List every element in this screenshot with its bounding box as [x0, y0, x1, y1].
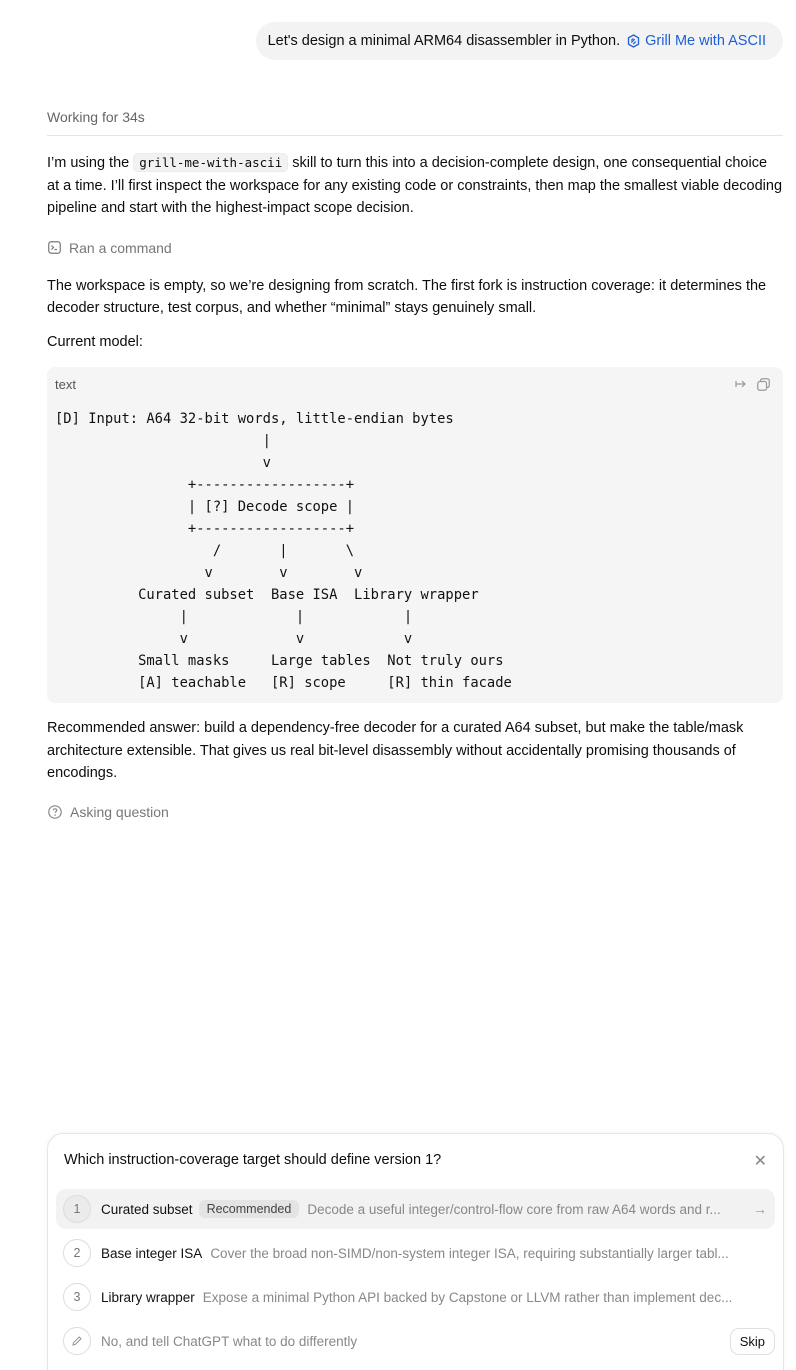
current-model-label: Current model:: [47, 333, 143, 350]
question-title: Which instruction-coverage target should define version 1?: [64, 1152, 442, 1168]
close-icon[interactable]: ✕: [753, 1153, 767, 1170]
user-message-bubble: [256, 22, 783, 60]
custom-answer-input[interactable]: No, and tell ChatGPT what to do differently: [101, 1333, 358, 1349]
code-language-label: text: [55, 376, 76, 392]
pencil-icon: [63, 1327, 91, 1355]
option-number: 1: [63, 1195, 91, 1223]
option-library-wrapper[interactable]: [56, 1277, 775, 1317]
recommendation-paragraph: Recommended answer: build a dependency-free decoder for a curated A64 subset, but make the table/mask architecture extensible. That gives us real bit-level disassembly without accidentally promising thousands of encodings.: [47, 720, 744, 781]
arrow-right-icon: →: [753, 1201, 767, 1217]
asking-question-row: [47, 802, 783, 822]
question-circle-icon: [48, 805, 62, 819]
code-block: [47, 367, 783, 703]
option-curated-subset[interactable]: [56, 1189, 775, 1229]
assistant-response: [47, 100, 783, 822]
option-description: Expose a minimal Python API backed by Capstone or LLVM rather than implement dec...: [202, 1289, 733, 1305]
option-label: Library wrapper: [101, 1289, 195, 1305]
skip-button[interactable]: Skip: [730, 1328, 775, 1355]
custom-answer-row[interactable]: [56, 1321, 775, 1361]
skill-inline-code: grill-me-with-ascii: [133, 153, 288, 172]
skill-badge-icon: [627, 34, 640, 48]
option-label: Curated subset: [101, 1201, 193, 1217]
option-number: 2: [63, 1239, 91, 1267]
skill-tag-label: Grill Me with ASCII: [645, 33, 766, 49]
skill-tag[interactable]: [627, 33, 766, 49]
intro-paragraph: [47, 152, 783, 220]
workspace-paragraph: The workspace is empty, so we’re designing from scratch. The first fork is instruction coverage: it determines the decoder structure, test corpus, and whether “minimal” stays genuinely small.: [47, 277, 767, 316]
terminal-icon: [48, 241, 61, 254]
working-status[interactable]: Working for 34s: [47, 100, 783, 136]
code-block-content: [D] Input: A64 32-bit words, little-endian bytes | v +------------------+ | [?] Decode scope | +------------------+ / | \ v v v Curated subset Base ISA Library wrapper | | | v v v Small masks Large tables Not truly ours [A] teachable [R] scope [R] thin facade: [55, 411, 512, 691]
option-description: Cover the broad non-SIMD/non-system integer ISA, requiring substantially larger tabl...: [210, 1245, 729, 1261]
intro-text-before: I’m using the: [47, 155, 130, 171]
option-base-integer-isa[interactable]: [56, 1233, 775, 1273]
question-card: [47, 1133, 784, 1370]
asking-question-label: Asking question: [70, 803, 169, 820]
option-description: Decode a useful integer/control-flow core from raw A64 words and r...: [307, 1201, 721, 1217]
option-label: Base integer ISA: [101, 1245, 203, 1261]
wrap-arrow-icon[interactable]: [735, 378, 747, 390]
recommended-badge: Recommended: [199, 1200, 300, 1218]
user-message-text: Let's design a minimal ARM64 disassembler in Python.: [267, 33, 621, 49]
code-actions: [735, 378, 770, 391]
ran-command-row[interactable]: [47, 238, 783, 258]
intro-text-after: skill to turn this into a decision-complete design, one consequential choice at a time. I’ll first inspect the workspace for any existing code or constraints, then map the smallest viable decoding pipeline and start with the highest-impact scope decision.: [47, 155, 783, 216]
code-block-header: [47, 367, 783, 401]
option-number: 3: [63, 1283, 91, 1311]
copy-icon[interactable]: [757, 378, 770, 391]
ran-command-label: Ran a command: [69, 239, 172, 256]
